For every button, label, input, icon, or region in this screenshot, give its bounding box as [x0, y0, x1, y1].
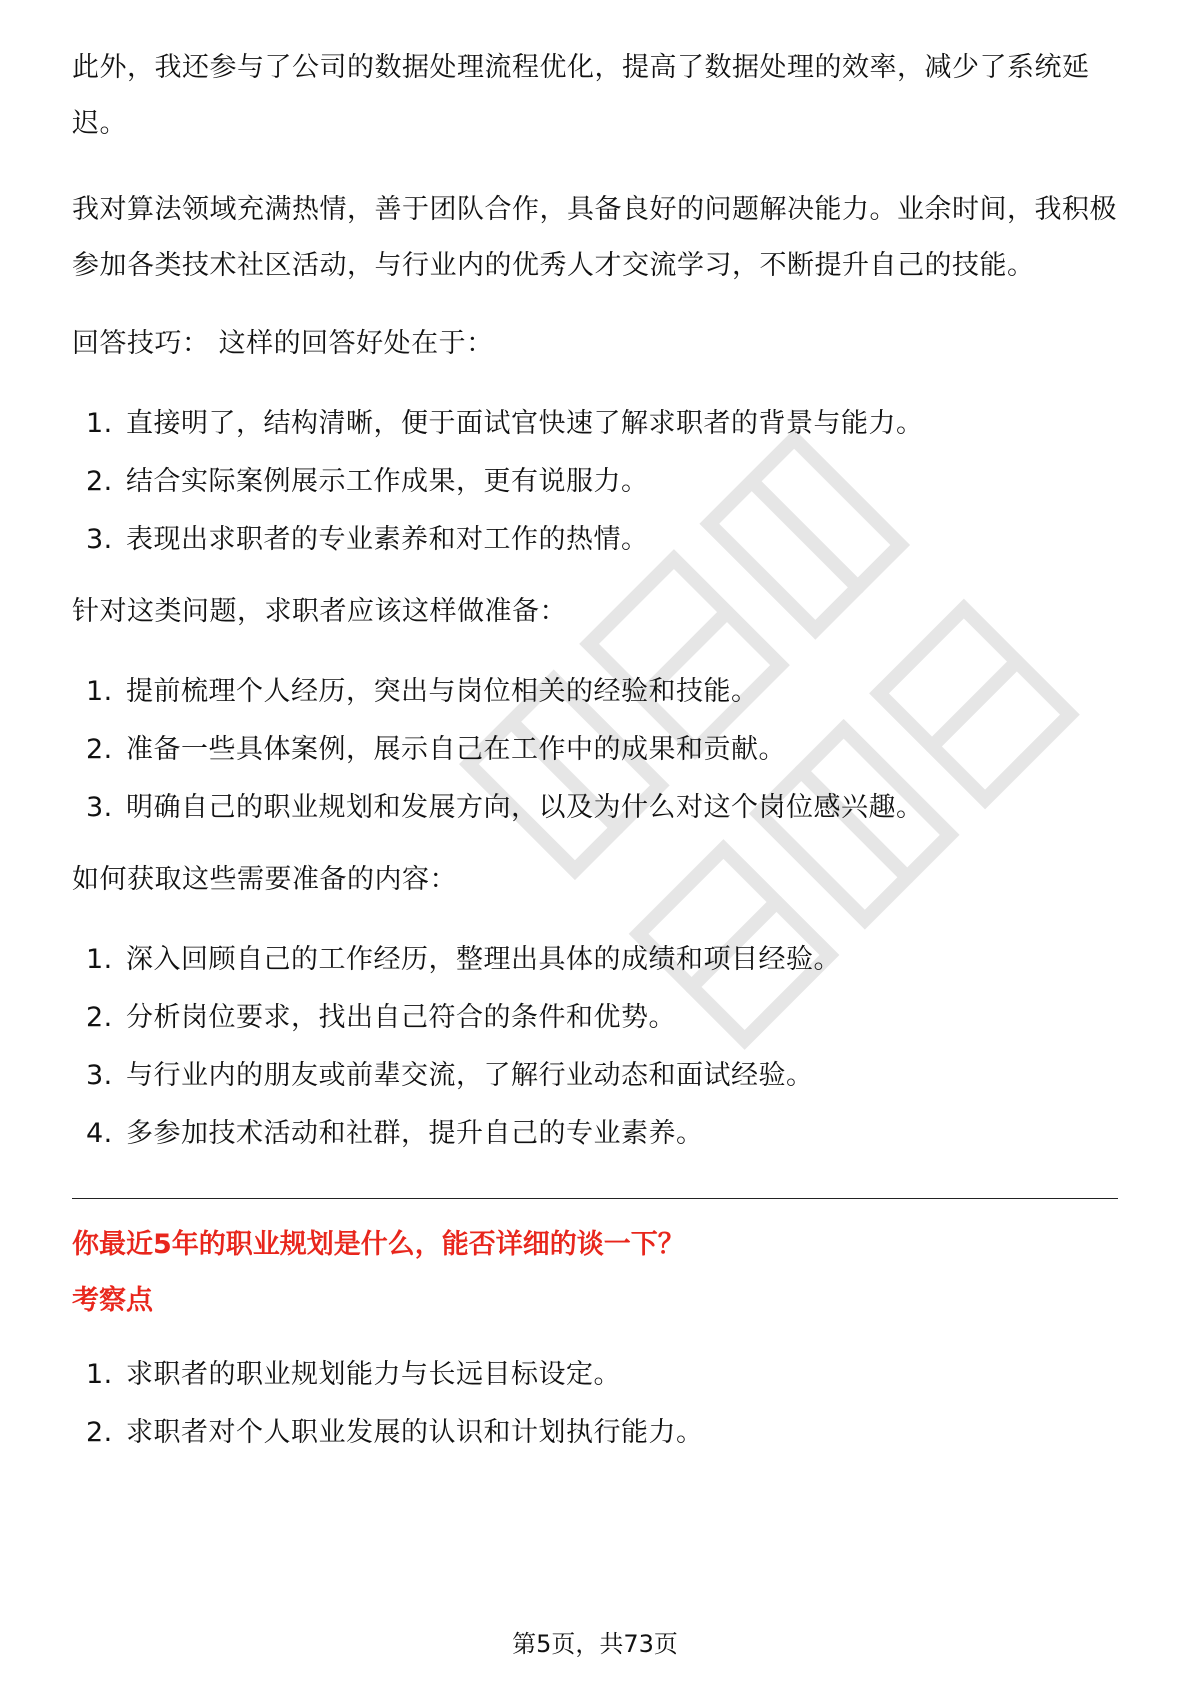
paragraph-2: 我对算法领域充满热情，善于团队合作，具备良好的问题解决能力。业余时间，我积极参加各类技术社区活动，与行业内的优秀人才交流学习，不断提升自己的技能。	[72, 194, 1117, 281]
list-item: 2. 分析岗位要求，找出自己符合的条件和优势。	[86, 1002, 676, 1033]
prepare-intro: 针对这类问题，求职者应该这样做准备：	[72, 596, 567, 627]
obtain-list	[72, 940, 1118, 1154]
list-item: 1. 直接明了，结构清晰，便于面试官快速了解求职者的背景与能力。	[86, 408, 924, 439]
list-item: 3. 与行业内的朋友或前辈交流，了解行业动态和面试经验。	[86, 1060, 814, 1091]
list-item: 3. 明确自己的职业规划和发展方向，以及为什么对这个岗位感兴趣。	[86, 792, 924, 823]
list-item: 2. 求职者对个人职业发展的认识和计划执行能力。	[86, 1417, 704, 1448]
document-page	[72, 40, 1118, 1485]
list-item: 3. 表现出求职者的专业素养和对工作的热情。	[86, 524, 649, 555]
paragraph-1: 此外，我还参与了公司的数据处理流程优化，提高了数据处理的效率，减少了系统延迟。	[72, 52, 1090, 139]
prepare-list	[72, 672, 1118, 828]
question-subtitle: 考察点	[72, 1285, 153, 1316]
obtain-intro: 如何获取这些需要准备的内容：	[72, 864, 457, 895]
page-number: 第5页，共73页	[512, 1630, 678, 1658]
list-item: 1. 求职者的职业规划能力与长远目标设定。	[86, 1359, 621, 1390]
section-divider	[72, 1198, 1118, 1199]
list-item: 2. 准备一些具体案例，展示自己在工作中的成果和贡献。	[86, 734, 786, 765]
question-points-list	[72, 1355, 1118, 1453]
list-item: 1. 深入回顾自己的工作经历，整理出具体的成绩和项目经验。	[86, 944, 841, 975]
tips-intro: 回答技巧： 这样的回答好处在于：	[72, 328, 494, 359]
list-item: 2. 结合实际案例展示工作成果，更有说服力。	[86, 466, 649, 497]
list-item: 1. 提前梳理个人经历，突出与岗位相关的经验和技能。	[86, 676, 759, 707]
list-item: 4. 多参加技术活动和社群，提升自己的专业素养。	[86, 1118, 704, 1149]
question-title: 你最近5年的职业规划是什么，能否详细的谈一下？	[72, 1229, 685, 1260]
tips-list	[72, 404, 1118, 560]
